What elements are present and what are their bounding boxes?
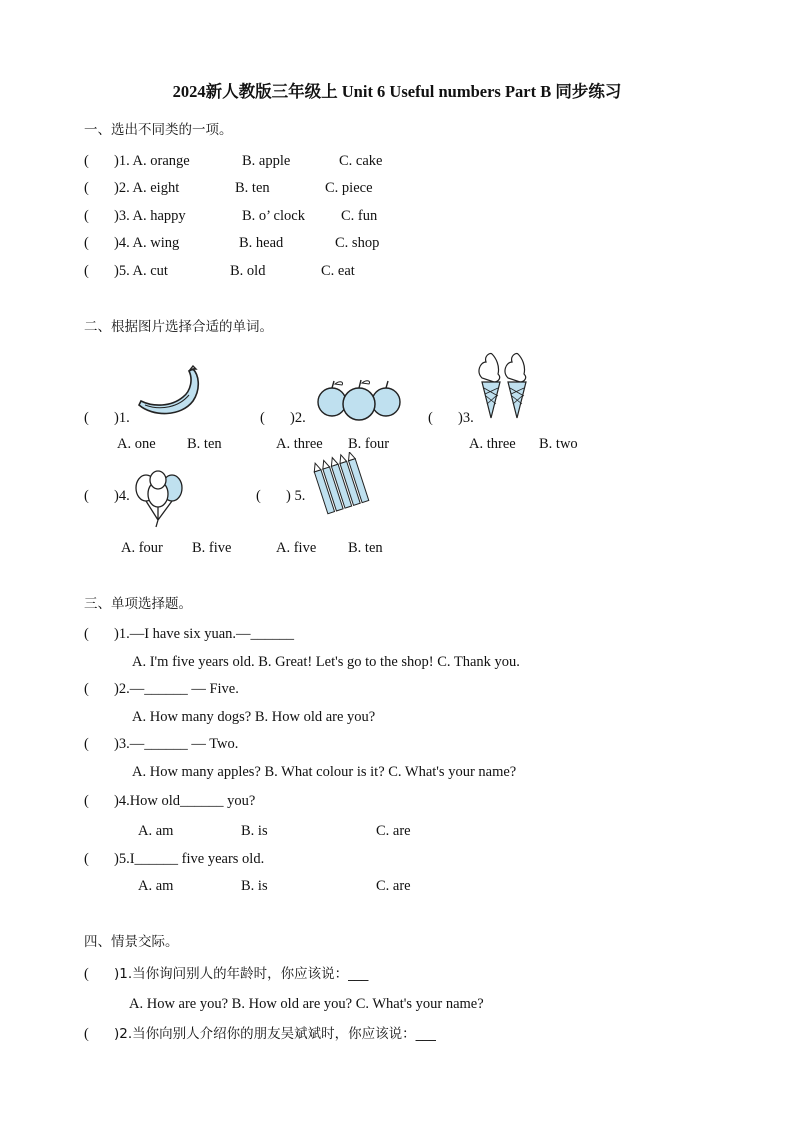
s1-q3-c: C. fun	[341, 208, 378, 224]
s3-q5-b: B. is	[241, 878, 268, 894]
s2-q3: )3.	[458, 410, 474, 426]
s3-q2: )2.—______ — Five.	[114, 681, 239, 697]
s4-q1-options: A. How are you? B. How old are you? C. What's your name?	[129, 996, 484, 1012]
s3-q4: )4.How old______ you?	[114, 793, 256, 809]
s1-q5: )5. A. cut	[114, 263, 168, 279]
s1-q1: )1. A. orange	[114, 153, 190, 169]
crayons-icon	[312, 452, 370, 518]
section-1-heading: 一、选出不同类的一项。	[84, 122, 233, 138]
paren: (	[84, 208, 89, 224]
balloons-icon	[134, 470, 186, 528]
s2-q4-a: A. four	[121, 540, 163, 556]
s2-q5-b: B. ten	[348, 540, 383, 556]
s1-q3: )3. A. happy	[114, 208, 186, 224]
paren: (	[84, 180, 89, 196]
s1-q4-c: C. shop	[335, 235, 380, 251]
paren: (	[84, 488, 89, 504]
paren: (	[84, 153, 89, 169]
paren: (	[84, 626, 89, 642]
s3-q5: )5.I______ five years old.	[114, 851, 265, 867]
s1-q1-b: B. apple	[242, 153, 291, 169]
s2-q1: )1.	[114, 410, 130, 426]
s2-q2: )2.	[290, 410, 306, 426]
s3-q1-options: A. I'm five years old. B. Great! Let's go to the shop! C. Thank you.	[132, 654, 520, 670]
s2-q3-a: A. three	[469, 436, 516, 452]
paren: (	[428, 410, 433, 426]
paren: (	[84, 235, 89, 251]
section-4-heading: 四、情景交际。	[84, 934, 179, 950]
s1-q3-b: B. o’ clock	[242, 208, 305, 224]
s3-q4-c: C. are	[376, 823, 411, 839]
paren: (	[84, 736, 89, 752]
paren: (	[84, 793, 89, 809]
section-3-heading: 三、单项选择题。	[84, 596, 192, 612]
paren: (	[84, 263, 89, 279]
s4-q2: )2.当你向别人介绍你的朋友吴斌斌时，你应该说：___	[114, 1026, 436, 1042]
s2-q4-b: B. five	[192, 540, 232, 556]
s1-q4: )4. A. wing	[114, 235, 180, 251]
paren: (	[84, 966, 89, 982]
apples-icon	[316, 378, 404, 422]
s1-q2: )2. A. eight	[114, 180, 180, 196]
s3-q3: )3.—______ — Two.	[114, 736, 239, 752]
s1-q5-c: C. eat	[321, 263, 355, 279]
s3-q5-c: C. are	[376, 878, 411, 894]
paren: (	[260, 410, 265, 426]
paren: (	[84, 1026, 89, 1042]
s1-q4-b: B. head	[239, 235, 284, 251]
s1-q5-b: B. old	[230, 263, 266, 279]
s2-q5-a: A. five	[276, 540, 317, 556]
s2-q5: ) 5.	[286, 488, 306, 504]
s3-q1: )1.—I have six yuan.—______	[114, 626, 295, 642]
s1-q2-c: C. piece	[325, 180, 373, 196]
s3-q4-a: A. am	[138, 823, 174, 839]
s2-q4: )4.	[114, 488, 130, 504]
s3-q2-options: A. How many dogs? B. How old are you?	[132, 709, 376, 725]
s1-q1-c: C. cake	[339, 153, 383, 169]
page-title: 2024新人教版三年级上 Unit 6 Useful numbers Part B 同步练习	[172, 82, 622, 101]
s4-q1: )1.当你询问别人的年龄时，你应该说：___	[114, 966, 369, 982]
s2-q2-b: B. four	[348, 436, 390, 452]
ice-cream-icon	[474, 350, 534, 422]
paren: (	[84, 851, 89, 867]
paren: (	[84, 681, 89, 697]
section-2-heading: 二、根据图片选择合适的单词。	[84, 319, 273, 335]
paren: (	[84, 410, 89, 426]
s3-q5-a: A. am	[138, 878, 174, 894]
s2-q1-b: B. ten	[187, 436, 222, 452]
s2-q3-b: B. two	[539, 436, 578, 452]
paren: (	[256, 488, 261, 504]
s2-q2-a: A. three	[276, 436, 323, 452]
s2-q1-a: A. one	[117, 436, 156, 452]
s3-q3-options: A. How many apples? B. What colour is it? C. What's your name?	[132, 764, 517, 780]
s3-q4-b: B. is	[241, 823, 268, 839]
banana-icon	[135, 365, 205, 421]
s1-q2-b: B. ten	[235, 180, 270, 196]
